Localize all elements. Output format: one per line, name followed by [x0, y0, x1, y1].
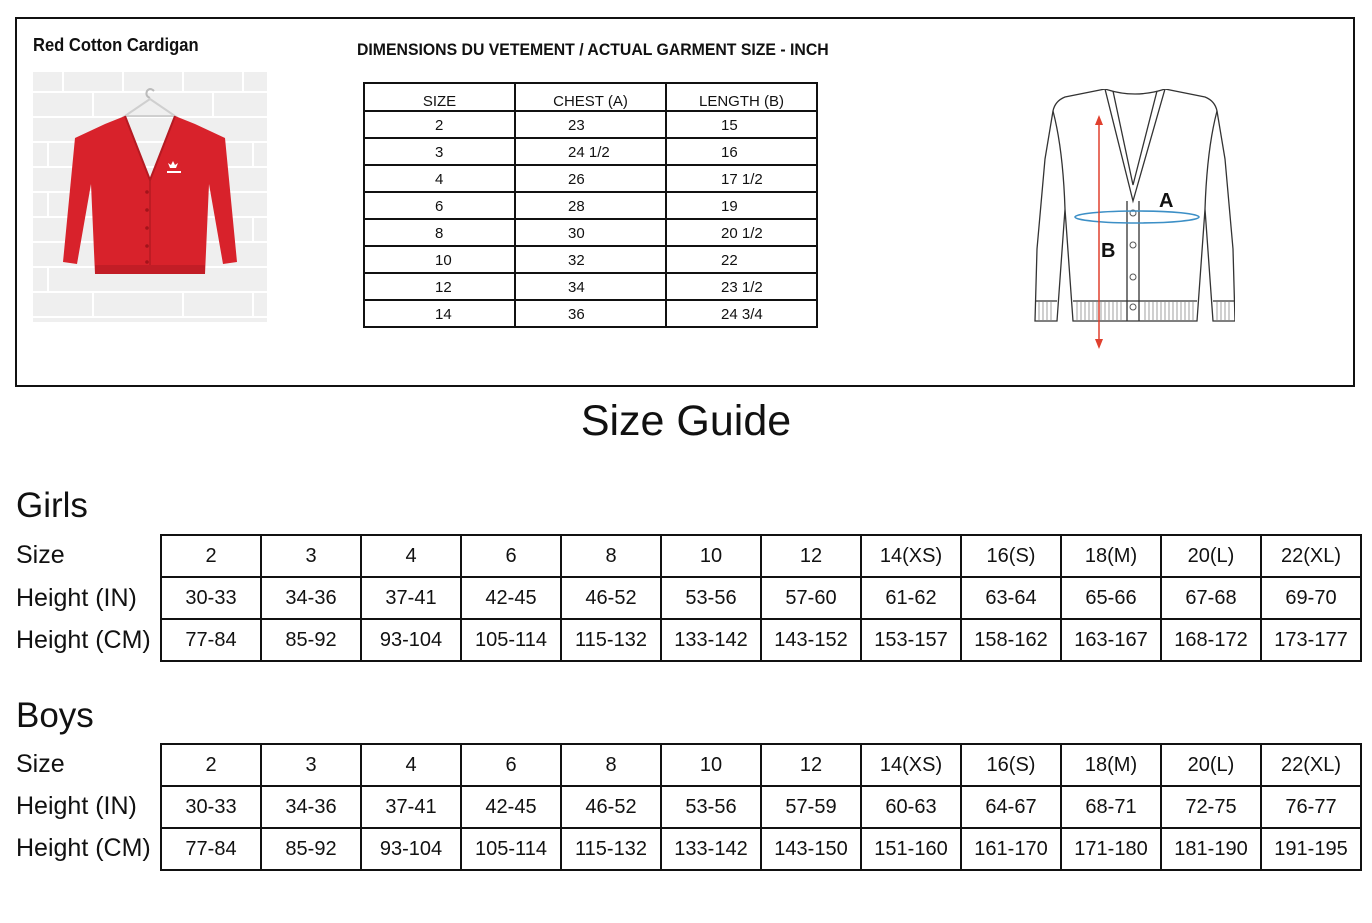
table-cell: 16: [666, 138, 817, 165]
table-cell: 3: [364, 138, 515, 165]
table-cell: 30: [515, 219, 666, 246]
table-cell: 65-66: [1061, 577, 1161, 619]
table-cell: 14(XS): [861, 535, 961, 577]
table-cell: 42-45: [461, 786, 561, 828]
table-row: [161, 535, 1361, 577]
table-row: [364, 165, 817, 192]
boys-size-table: [160, 743, 1362, 871]
table-cell: 18(M): [1061, 744, 1161, 786]
column-header: SIZE: [364, 83, 515, 111]
table-row: [364, 219, 817, 246]
table-cell: 64-67: [961, 786, 1061, 828]
table-cell: 161-170: [961, 828, 1061, 870]
girls-size-label: Size: [16, 541, 65, 569]
table-row: [364, 273, 817, 300]
table-cell: 20(L): [1161, 744, 1261, 786]
table-cell: 20 1/2: [666, 219, 817, 246]
table-cell: 12: [761, 535, 861, 577]
table-row: [161, 786, 1361, 828]
table-cell: 14(XS): [861, 744, 961, 786]
table-cell: 34-36: [261, 786, 361, 828]
table-row: [161, 577, 1361, 619]
girls-height-cm-label: Height (CM): [16, 626, 151, 654]
table-cell: 69-70: [1261, 577, 1361, 619]
table-cell: 2: [161, 535, 261, 577]
table-cell: 46-52: [561, 786, 661, 828]
table-cell: 85-92: [261, 619, 361, 661]
table-cell: 8: [561, 535, 661, 577]
table-cell: 168-172: [1161, 619, 1261, 661]
table-cell: 61-62: [861, 577, 961, 619]
table-cell: 60-63: [861, 786, 961, 828]
table-cell: 26: [515, 165, 666, 192]
table-cell: 4: [361, 744, 461, 786]
table-cell: 115-132: [561, 828, 661, 870]
table-cell: 15: [666, 111, 817, 138]
table-cell: 18(M): [1061, 535, 1161, 577]
table-cell: 6: [364, 192, 515, 219]
column-header: LENGTH (B): [666, 83, 817, 111]
table-cell: 115-132: [561, 619, 661, 661]
table-cell: 77-84: [161, 828, 261, 870]
table-cell: 163-167: [1061, 619, 1161, 661]
table-row: [161, 828, 1361, 870]
boys-title: Boys: [16, 696, 94, 735]
table-cell: 76-77: [1261, 786, 1361, 828]
product-box: [15, 17, 1355, 387]
table-cell: 34: [515, 273, 666, 300]
table-cell: 85-92: [261, 828, 361, 870]
column-header: CHEST (A): [515, 83, 666, 111]
table-cell: 37-41: [361, 786, 461, 828]
boys-size-label: Size: [16, 750, 65, 778]
table-cell: 173-177: [1261, 619, 1361, 661]
table-cell: 22(XL): [1261, 535, 1361, 577]
table-row: [364, 246, 817, 273]
table-cell: 171-180: [1061, 828, 1161, 870]
table-cell: 72-75: [1161, 786, 1261, 828]
table-cell: 2: [364, 111, 515, 138]
table-cell: 19: [666, 192, 817, 219]
size-guide-title: Size Guide: [580, 397, 792, 445]
table-cell: 24 3/4: [666, 300, 817, 327]
table-row: [161, 619, 1361, 661]
table-cell: 3: [261, 535, 361, 577]
table-cell: 68-71: [1061, 786, 1161, 828]
table-cell: 10: [364, 246, 515, 273]
table-cell: 42-45: [461, 577, 561, 619]
table-cell: 28: [515, 192, 666, 219]
table-cell: 8: [561, 744, 661, 786]
chest-measure-line: [1075, 211, 1199, 223]
garment-size-heading: DIMENSIONS DU VETEMENT / ACTUAL GARMENT SIZE - INCH: [357, 40, 829, 59]
table-cell: 133-142: [661, 619, 761, 661]
girls-height-in-label: Height (IN): [16, 584, 137, 612]
table-cell: 8: [364, 219, 515, 246]
table-cell: 143-152: [761, 619, 861, 661]
boys-height-cm-label: Height (CM): [16, 834, 151, 862]
table-cell: 22(XL): [1261, 744, 1361, 786]
girls-size-table: [160, 534, 1362, 662]
table-cell: 30-33: [161, 577, 261, 619]
table-row: [364, 111, 817, 138]
table-cell: 93-104: [361, 828, 461, 870]
table-cell: 32: [515, 246, 666, 273]
table-cell: 14: [364, 300, 515, 327]
table-cell: 23 1/2: [666, 273, 817, 300]
table-cell: 4: [364, 165, 515, 192]
table-cell: 181-190: [1161, 828, 1261, 870]
table-cell: 30-33: [161, 786, 261, 828]
table-cell: 57-59: [761, 786, 861, 828]
table-cell: 153-157: [861, 619, 961, 661]
table-cell: 24 1/2: [515, 138, 666, 165]
table-row: [364, 300, 817, 327]
table-cell: 77-84: [161, 619, 261, 661]
table-cell: 12: [761, 744, 861, 786]
table-cell: 16(S): [961, 535, 1061, 577]
label-a: A: [1159, 190, 1174, 212]
table-cell: 53-56: [661, 786, 761, 828]
table-cell: 105-114: [461, 619, 561, 661]
table-cell: 12: [364, 273, 515, 300]
table-cell: 4: [361, 535, 461, 577]
cardigan-photo: [33, 72, 267, 322]
table-cell: 151-160: [861, 828, 961, 870]
table-cell: 46-52: [561, 577, 661, 619]
table-cell: 23: [515, 111, 666, 138]
girls-title: Girls: [16, 486, 88, 525]
product-title: Red Cotton Cardigan: [33, 35, 199, 55]
table-cell: 34-36: [261, 577, 361, 619]
table-cell: 22: [666, 246, 817, 273]
table-cell: 67-68: [1161, 577, 1261, 619]
table-cell: 10: [661, 744, 761, 786]
table-row: [364, 138, 817, 165]
label-b: B: [1101, 240, 1116, 262]
table-cell: 53-56: [661, 577, 761, 619]
table-cell: 57-60: [761, 577, 861, 619]
table-cell: 63-64: [961, 577, 1061, 619]
table-cell: 6: [461, 535, 561, 577]
table-cell: 6: [461, 744, 561, 786]
table-cell: 20(L): [1161, 535, 1261, 577]
boys-height-in-label: Height (IN): [16, 792, 137, 820]
table-cell: 10: [661, 535, 761, 577]
table-row: [364, 192, 817, 219]
table-cell: 16(S): [961, 744, 1061, 786]
table-cell: 3: [261, 744, 361, 786]
table-cell: 133-142: [661, 828, 761, 870]
table-cell: 36: [515, 300, 666, 327]
garment-size-table: [363, 82, 818, 328]
table-cell: 158-162: [961, 619, 1061, 661]
table-cell: 105-114: [461, 828, 561, 870]
table-cell: 143-150: [761, 828, 861, 870]
table-row: [161, 744, 1361, 786]
table-cell: 2: [161, 744, 261, 786]
table-cell: 37-41: [361, 577, 461, 619]
measurement-diagram: [1015, 89, 1235, 349]
table-header-row: [364, 83, 817, 111]
table-cell: 17 1/2: [666, 165, 817, 192]
table-cell: 93-104: [361, 619, 461, 661]
table-cell: 191-195: [1261, 828, 1361, 870]
